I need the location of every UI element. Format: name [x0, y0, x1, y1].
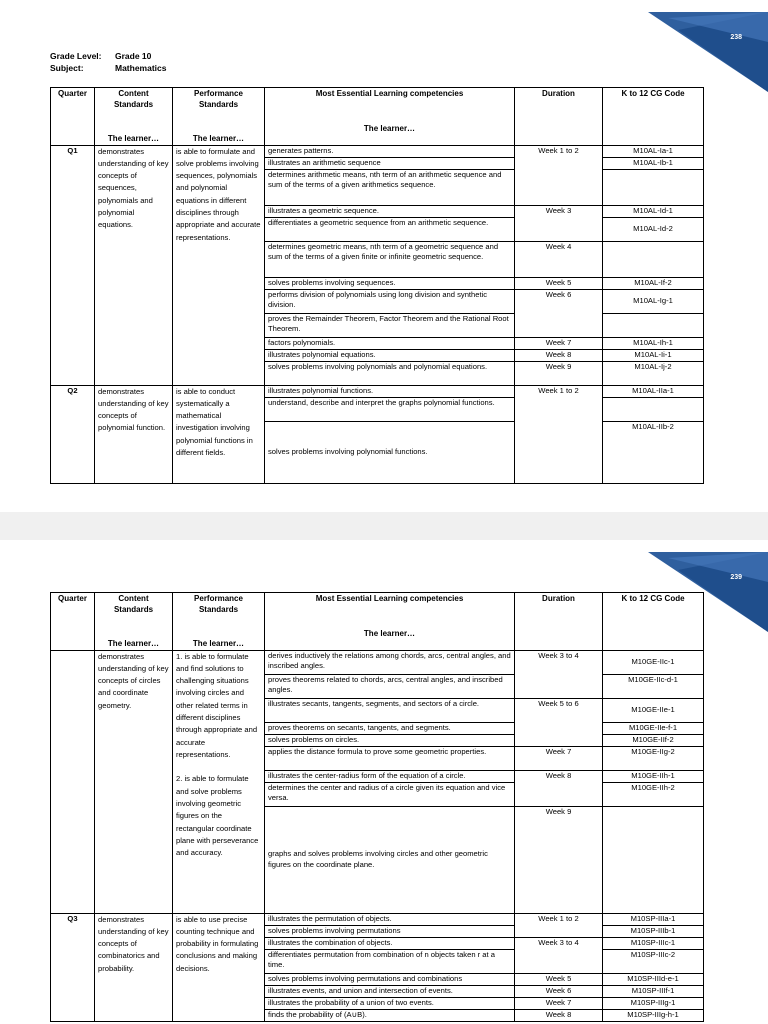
competency-cell: differentiates permutation from combination of n objects taken r at a time.: [265, 949, 515, 973]
code-cell: [603, 397, 704, 421]
duration-cell: Week 1 to 2: [515, 913, 603, 937]
table-row: [51, 385, 704, 397]
code-cell: M10SP-IIIg-h-1: [603, 1009, 704, 1021]
competency-cell: illustrates an arithmetic sequence: [265, 157, 515, 169]
duration-cell: Week 8: [515, 770, 603, 806]
code-cell: M10AL-Ii-1: [603, 349, 704, 361]
table-row: [51, 650, 704, 674]
code-cell: M10SP-IIIg-1: [603, 997, 704, 1009]
code-cell: M10AL-Ia-1: [603, 145, 704, 157]
code-cell: M10AL-Id-1: [603, 205, 704, 217]
code-cell: M10AL-IIb-2: [603, 421, 704, 483]
duration-cell: Week 7: [515, 997, 603, 1009]
page-corner-decoration: [648, 12, 768, 92]
performance-standard-2: 2. is able to formulate and solve problems involving geometric figures on the rectangular coordinate plane with perseverance and accuracy.: [176, 774, 259, 858]
page-gap: [0, 512, 768, 540]
duration-cell: Week 4: [515, 241, 603, 277]
code-cell: M10GE-IIg-2: [603, 746, 704, 770]
competency-cell: graphs and solves problems involving circles and other geometric figures on the coordinate plane.: [265, 806, 515, 913]
code-cell: M10SP-IIIc-1: [603, 937, 704, 949]
competency-cell: proves theorems on secants, tangents, and segments.: [265, 722, 515, 734]
melc-table-page-238: [50, 87, 704, 484]
document-meta: [50, 50, 167, 74]
performance-standard-cell: [173, 650, 265, 913]
code-cell: M10GE-IIe-f-1: [603, 722, 704, 734]
competency-cell: finds the probability of (A∪B).: [265, 1009, 515, 1021]
duration-cell: Week 8: [515, 1009, 603, 1021]
code-cell: [603, 169, 704, 205]
duration-cell: Week 9: [515, 361, 603, 385]
duration-cell: Week 3: [515, 205, 603, 241]
code-cell: [603, 806, 704, 913]
quarter-cell: Q1: [51, 145, 95, 385]
competency-cell: solves problems involving permutations: [265, 925, 515, 937]
competency-cell: differentiates a geometric sequence from an arithmetic sequence.: [265, 217, 515, 241]
header-melc: Most Essential Learning competencies The learner…: [265, 88, 515, 146]
subject-value: Mathematics: [115, 63, 167, 73]
table-row: [51, 913, 704, 925]
content-standard-cell: demonstrates understanding of key concepts of polynomial function.: [95, 385, 173, 483]
competency-cell: determines the center and radius of a circle given its equation and vice versa.: [265, 782, 515, 806]
code-cell: M10GE-IIf-2: [603, 734, 704, 746]
duration-cell: Week 1 to 2: [515, 385, 603, 483]
code-cell: M10SP-IIIa-1: [603, 913, 704, 925]
competency-cell: factors polynomials.: [265, 337, 515, 349]
code-cell: M10AL-IIa-1: [603, 385, 704, 397]
code-cell: M10SP-IIIc-2: [603, 949, 704, 973]
header-code: K to 12 CG Code: [603, 593, 704, 651]
competency-cell: determines geometric means, nth term of a geometric sequence and sum of the terms of a given finite or infinite geometric sequence.: [265, 241, 515, 277]
code-cell: M10SP-IIIb-1: [603, 925, 704, 937]
code-cell: M10AL-Ig-1: [603, 289, 704, 313]
header-content-standards: Content Standards The learner…: [95, 593, 173, 651]
table-header-row: [51, 593, 704, 651]
duration-cell: Week 5: [515, 277, 603, 289]
competency-cell: proves theorems related to chords, arcs, central angles, and inscribed angles.: [265, 674, 515, 698]
competency-cell: illustrates the combination of objects.: [265, 937, 515, 949]
melc-table-page-239: [50, 592, 704, 1022]
code-cell: M10AL-Ij-2: [603, 361, 704, 385]
duration-cell: Week 1 to 2: [515, 145, 603, 205]
quarter-cell: Q2: [51, 385, 95, 483]
competency-cell: derives inductively the relations among chords, arcs, central angles, and inscribed angles.: [265, 650, 515, 674]
duration-cell: Week 3 to 4: [515, 937, 603, 973]
header-duration: Duration: [515, 88, 603, 146]
code-cell: M10SP-IIIf-1: [603, 985, 704, 997]
code-cell: [603, 241, 704, 277]
header-code: K to 12 CG Code: [603, 88, 704, 146]
competency-cell: generates patterns.: [265, 145, 515, 157]
table-header-row: [51, 88, 704, 146]
performance-standard-cell: is able to conduct systematically a mathematical investigation involving polynomial functions in different fields.: [173, 385, 265, 483]
competency-cell: understand, describe and interpret the graphs polynomial functions.: [265, 397, 515, 421]
competency-cell: illustrates polynomial equations.: [265, 349, 515, 361]
competency-cell: determines arithmetic means, nth term of an arithmetic sequence and sum of the terms of a given arithmetics sequence.: [265, 169, 515, 205]
code-cell: M10SP-IIId-e-1: [603, 973, 704, 985]
duration-cell: Week 5: [515, 973, 603, 985]
code-cell: [603, 313, 704, 337]
duration-cell: Week 8: [515, 349, 603, 361]
document-page-239: [0, 540, 768, 1024]
code-cell: M10GE-IIh-2: [603, 782, 704, 806]
content-standard-cell: demonstrates understanding of key concepts of combinatorics and probability.: [95, 913, 173, 1021]
competency-cell: solves problems involving polynomial functions.: [265, 421, 515, 483]
header-performance-standards: Performance Standards The learner…: [173, 593, 265, 651]
competency-cell: illustrates a geometric sequence.: [265, 205, 515, 217]
table-row: [51, 145, 704, 157]
grade-level-label: Grade Level:: [50, 51, 102, 61]
header-quarter: Quarter: [51, 88, 95, 146]
competency-cell: applies the distance formula to prove some geometric properties.: [265, 746, 515, 770]
competency-cell: illustrates events, and union and intersection of events.: [265, 985, 515, 997]
competency-cell: illustrates the probability of a union of two events.: [265, 997, 515, 1009]
competency-cell: illustrates secants, tangents, segments, and sectors of a circle.: [265, 698, 515, 722]
competency-cell: solves problems involving sequences.: [265, 277, 515, 289]
code-cell: M10AL-If-2: [603, 277, 704, 289]
code-cell: M10GE-IIe-1: [603, 698, 704, 722]
header-melc: Most Essential Learning competencies The learner…: [265, 593, 515, 651]
performance-standard-cell: is able to use precise counting technique and probability in formulating conclusions and making decisions.: [173, 913, 265, 1021]
header-quarter: Quarter: [51, 593, 95, 651]
performance-standard-1: 1. is able to formulate and find solutions to challenging situations involving circles and other related terms in different disciplines through appropriate and accurate representations.: [176, 651, 258, 759]
duration-cell: Week 7: [515, 337, 603, 349]
header-content-standards: Content Standards The learner…: [95, 88, 173, 146]
code-cell: M10GE-IIc-d-1: [603, 674, 704, 698]
code-cell: M10AL-Ib-1: [603, 157, 704, 169]
subject-label: Subject:: [50, 63, 84, 73]
quarter-cell: Q3: [51, 913, 95, 1021]
duration-cell: Week 3 to 4: [515, 650, 603, 698]
content-standard-cell: demonstrates understanding of key concepts of circles and coordinate geometry.: [95, 650, 173, 913]
competency-cell: solves problems involving polynomials and polynomial equations.: [265, 361, 515, 385]
duration-cell: Week 5 to 6: [515, 698, 603, 746]
duration-cell: Week 9: [515, 806, 603, 913]
competency-cell: solves problems involving permutations and combinations: [265, 973, 515, 985]
competency-cell: illustrates the center-radius form of the equation of a circle.: [265, 770, 515, 782]
competency-cell: illustrates polynomial functions.: [265, 385, 515, 397]
competency-cell: solves problems on circles.: [265, 734, 515, 746]
quarter-cell: [51, 650, 95, 913]
code-cell: M10GE-IIh-1: [603, 770, 704, 782]
grade-level-value: Grade 10: [115, 51, 152, 61]
page-number: 238: [730, 34, 742, 41]
competency-cell: proves the Remainder Theorem, Factor Theorem and the Rational Root Theorem.: [265, 313, 515, 337]
header-duration: Duration: [515, 593, 603, 651]
content-standard-cell: demonstrates understanding of key concepts of sequences, polynomials and polynomial equations.: [95, 145, 173, 385]
performance-standard-cell: is able to formulate and solve problems involving sequences, polynomials and polynomial equations in different disciplines through appropriate and accurate representations.: [173, 145, 265, 385]
header-performance-standards: Performance Standards The learner…: [173, 88, 265, 146]
competency-cell: illustrates the permutation of objects.: [265, 913, 515, 925]
duration-cell: Week 6: [515, 289, 603, 337]
page-number: 239: [730, 574, 742, 581]
code-cell: M10AL-Id-2: [603, 217, 704, 241]
code-cell: M10GE-IIc-1: [603, 650, 704, 674]
code-cell: M10AL-Ih-1: [603, 337, 704, 349]
competency-cell: performs division of polynomials using long division and synthetic division.: [265, 289, 515, 313]
duration-cell: Week 6: [515, 985, 603, 997]
duration-cell: Week 7: [515, 746, 603, 770]
